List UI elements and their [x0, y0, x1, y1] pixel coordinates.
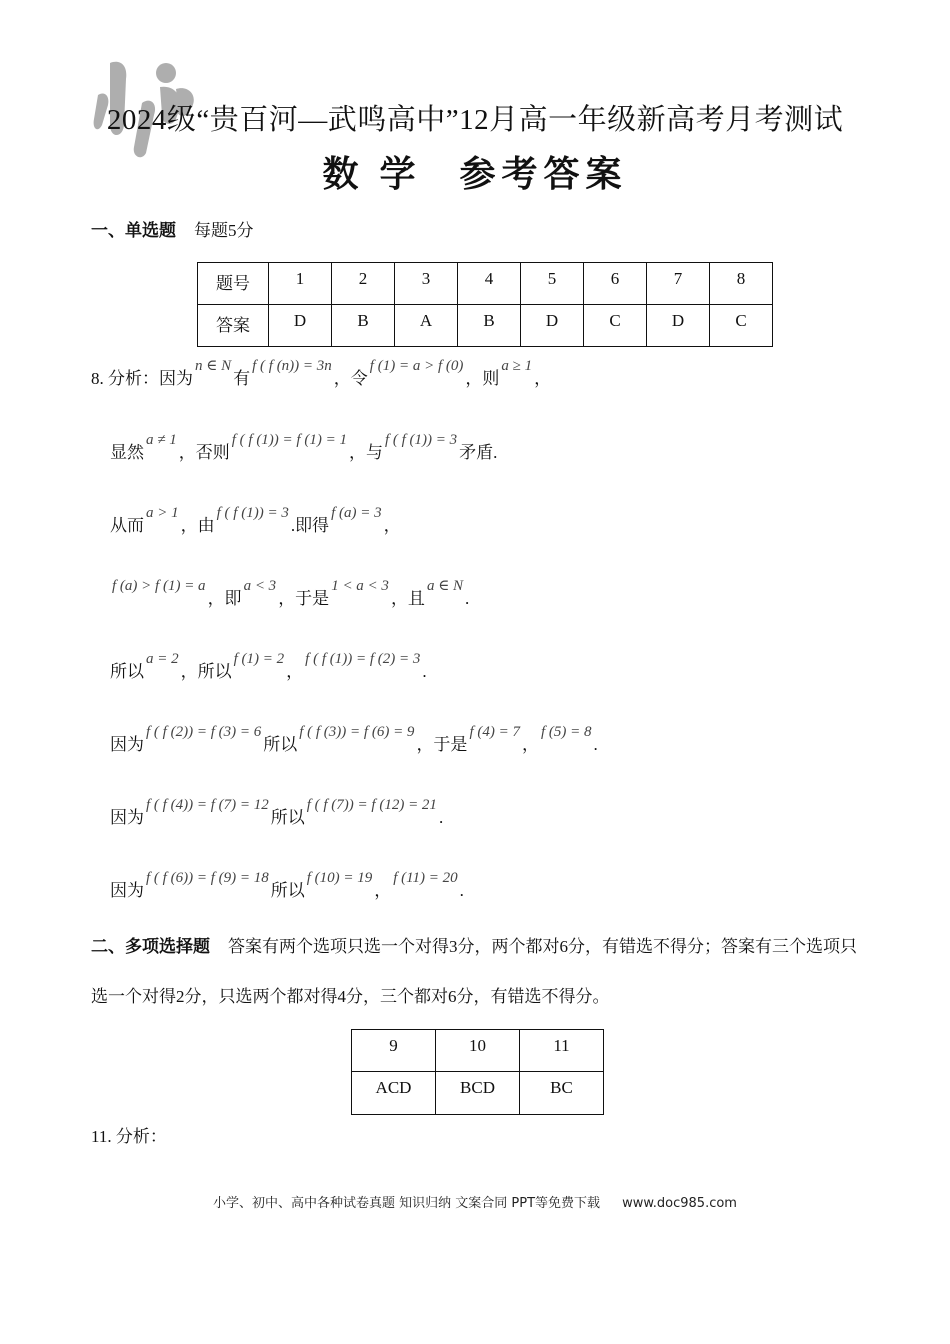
formula: f ( f (2)) = f (3) = 6 [146, 724, 262, 740]
formula: f ( f (4)) = f (7) = 12 [146, 797, 269, 813]
table-cell: 11 [520, 1030, 604, 1072]
table-row [198, 305, 773, 347]
table-cell: 8 [710, 263, 773, 305]
table-cell: C [710, 305, 773, 347]
footer-website-link[interactable]: www.doc985.com [622, 1196, 737, 1211]
formula: f (1) = a > f (0) [369, 358, 464, 374]
analysis-line: 显然a ≠ 1，否则f ( f (1)) = f (1) = 1，与f ( f (1)) = 3矛盾. [110, 432, 498, 462]
formula: f (5) = 8 [540, 724, 592, 740]
formula: a ∈ N [426, 578, 464, 594]
answer-key-label: 参考答案 [459, 154, 628, 194]
table-cell: 题号 [198, 263, 269, 305]
table-cell: 5 [521, 263, 584, 305]
page-title: 2024级“贵百河—武鸣高中”12月高一年级新高考月考测试 [106, 104, 844, 136]
analysis-line: 8. 分析：因为n ∈ N有f ( f (n)) = 3n，令f (1) = a > f (0)，则a ≥ 1， [91, 358, 552, 388]
table-cell: C [584, 305, 647, 347]
formula: f ( f (1)) = 3 [216, 505, 289, 521]
formula: f (a) > f (1) = a [112, 578, 206, 594]
analysis-line: 从而a > 1，由f ( f (1)) = 3.即得f (a) = 3， [110, 505, 401, 535]
analysis-line: 因为f ( f (6)) = f (9) = 18所以f (10) = 19，f (11) = 20. [110, 870, 464, 900]
section-2-text [91, 922, 861, 1022]
table-cell: 1 [269, 263, 332, 305]
formula: 1 < a < 3 [331, 578, 389, 594]
formula: f (11) = 20 [393, 870, 458, 886]
table-cell: B [332, 305, 395, 347]
subject-label: 数 学 [322, 154, 422, 194]
formula: a > 1 [146, 505, 179, 521]
page-footer [0, 1192, 950, 1211]
formula: n ∈ N [195, 358, 232, 374]
table-cell: A [395, 305, 458, 347]
formula: f ( f (n)) = 3n [252, 358, 332, 374]
formula: f ( f (6)) = f (9) = 18 [146, 870, 269, 886]
table-cell: 6 [584, 263, 647, 305]
table-cell: B [458, 305, 521, 347]
formula: f ( f (7)) = f (12) = 21 [306, 797, 437, 813]
formula: a < 3 [243, 578, 277, 594]
single-choice-answer-table [197, 262, 773, 347]
formula: f ( f (3)) = f (6) = 9 [299, 724, 415, 740]
table-cell: BCD [436, 1072, 520, 1115]
table-cell: 7 [647, 263, 710, 305]
table-cell: 4 [458, 263, 521, 305]
section-1-heading: 一、单选题 每题5分 [91, 221, 254, 240]
table-cell: D [647, 305, 710, 347]
analysis-line: 所以a = 2，所以f (1) = 2，f ( f (1)) = f (2) = 3. [110, 651, 427, 681]
table-cell: ACD [352, 1072, 436, 1115]
table-cell: 3 [395, 263, 458, 305]
section-2-description: 答案有两个选项只选一个对得3分，两个都对6分，有错选不得分；答案有三个选项只选一个对得2分，只选两个都对得4分，三个都对6分，有错选不得分。 [91, 937, 857, 1006]
formula: f ( f (1)) = f (2) = 3 [305, 651, 421, 667]
page-subtitle [0, 146, 950, 197]
table-cell: D [269, 305, 332, 347]
section-1-note: 每题5分 [194, 221, 254, 240]
formula: f ( f (1)) = f (1) = 1 [231, 432, 347, 448]
table-cell: 10 [436, 1030, 520, 1072]
formula: a ≥ 1 [501, 358, 533, 374]
table-row [352, 1072, 604, 1115]
formula: f ( f (1)) = 3 [384, 432, 458, 448]
table-cell: D [521, 305, 584, 347]
analysis-11-label: 11. 分析： [91, 1127, 167, 1146]
formula: f (a) = 3 [331, 505, 382, 521]
table-row [352, 1030, 604, 1072]
table-cell: 9 [352, 1030, 436, 1072]
analysis-line: 因为f ( f (4)) = f (7) = 12所以f ( f (7)) = f (12) = 21. [110, 797, 444, 827]
footer-text: 小学、初中、高中各种试卷真题 知识归纳 文案合同 PPT等免费下载 [213, 1196, 601, 1211]
table-cell: 2 [332, 263, 395, 305]
formula: f (1) = 2 [233, 651, 285, 667]
formula: a = 2 [146, 651, 179, 667]
table-row [198, 263, 773, 305]
section-2-heading: 二、多项选择题 [91, 937, 210, 956]
multi-choice-answer-table [351, 1029, 604, 1115]
analysis-line: f (a) > f (1) = a，即a < 3，于是1 < a < 3，且a ∈ N. [112, 578, 470, 608]
formula: a ≠ 1 [146, 432, 177, 448]
analysis-line: 因为f ( f (2)) = f (3) = 6所以f ( f (3)) = f (6) = 9，于是f (4) = 7，f (5) = 8. [110, 724, 598, 754]
table-cell: 答案 [198, 305, 269, 347]
formula: f (4) = 7 [469, 724, 520, 740]
table-cell: BC [520, 1072, 604, 1115]
formula: f (10) = 19 [306, 870, 373, 886]
